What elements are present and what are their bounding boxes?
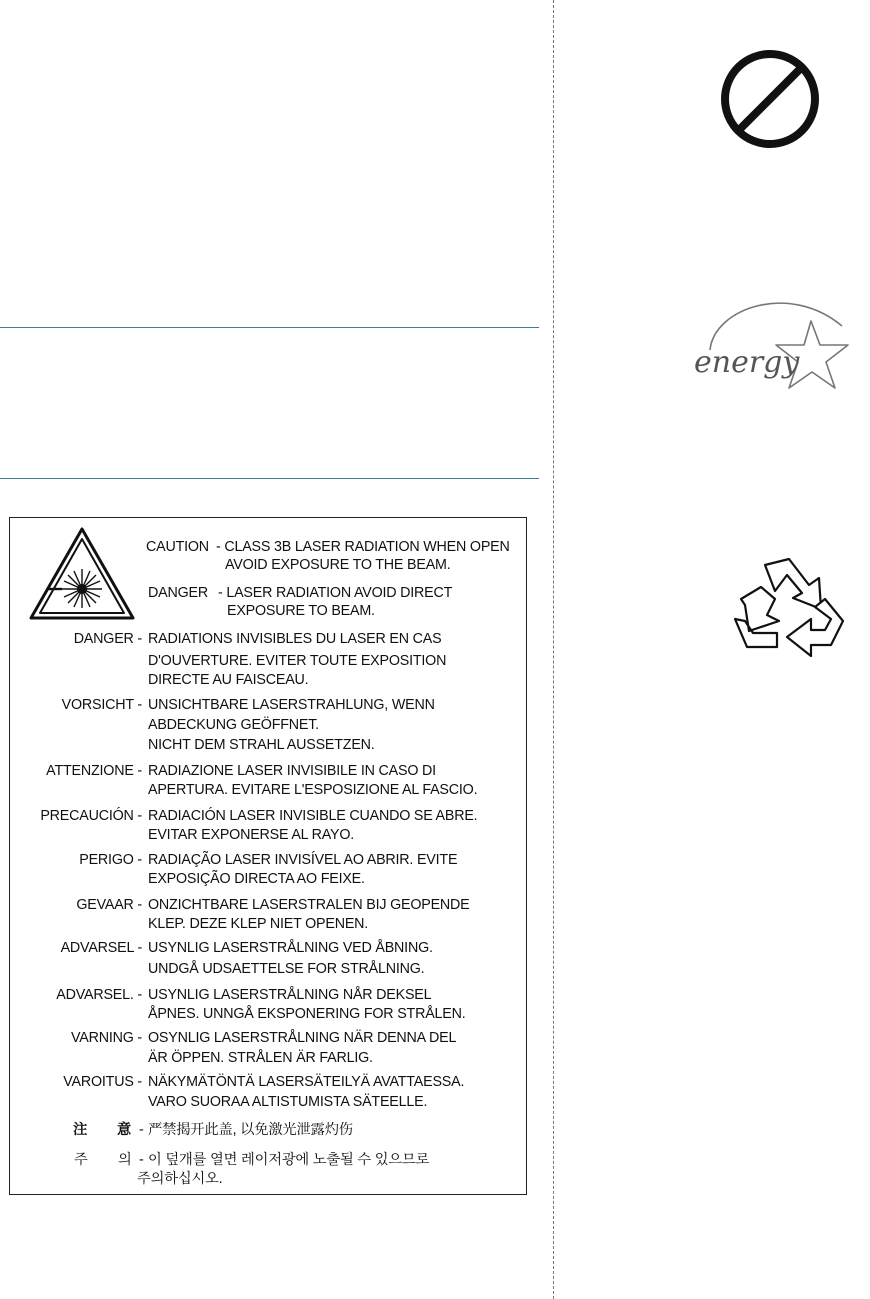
entry-line: APERTURA. EVITARE L'ESPOSIZIONE AL FASCIO. <box>148 782 478 798</box>
entry-heading: VORSICHT - <box>61 697 142 713</box>
chinese-heading-b: 意 <box>117 1122 132 1138</box>
entry-line: EVITAR EXPONERSE AL RAYO. <box>148 827 355 843</box>
entry-line: ÅPNES. UNNGÅ EKSPONERING FOR STRÅLEN. <box>148 1006 466 1022</box>
section-divider-bottom <box>0 478 539 479</box>
margin-dashed-line <box>553 0 554 1299</box>
entry-line: ABDECKUNG GEÖFFNET. <box>148 717 319 733</box>
entry-line: VARO SUORAA ALTISTUMISTA SÄTEELLE. <box>148 1094 428 1110</box>
entry-line: UNDGÅ UDSAETTELSE FOR STRÅLNING. <box>148 961 425 977</box>
chinese-heading-a: 注 <box>73 1122 88 1138</box>
entry-line: KLEP. DEZE KLEP NIET OPENEN. <box>148 916 369 932</box>
entry-heading: PRECAUCIÓN - <box>40 808 142 824</box>
korean-dash: - <box>139 1152 144 1168</box>
caution-line-1: - CLASS 3B LASER RADIATION WHEN OPEN <box>216 539 510 555</box>
prohibition-icon <box>718 47 822 151</box>
entry-line: RADIAÇÃO LASER INVISÍVEL AO ABRIR. EVITE <box>148 852 458 868</box>
entry-heading: ADVARSEL - <box>60 940 142 956</box>
entry-heading: ATTENZIONE - <box>46 763 142 779</box>
entry-line: D'OUVERTURE. EVITER TOUTE EXPOSITION <box>148 653 447 669</box>
chinese-dash: - <box>139 1122 144 1138</box>
entry-heading: VAROITUS - <box>63 1074 142 1090</box>
korean-heading-a: 주 <box>74 1152 88 1168</box>
entry-heading: PERIGO - <box>79 852 142 868</box>
section-divider-top <box>0 327 539 328</box>
entry-line: NÄKYMÄTÖNTÄ LASERSÄTEILYÄ AVATTAESSA. <box>148 1074 465 1090</box>
energy-star-logo-icon <box>690 290 868 390</box>
entry-line: ÄR ÖPPEN. STRÅLEN ÄR FARLIG. <box>148 1050 373 1066</box>
entry-line: UNSICHTBARE LASERSTRAHLUNG, WENN <box>148 697 435 713</box>
danger-en-line-1: - LASER RADIATION AVOID DIRECT <box>218 585 453 601</box>
laser-warning-triangle-icon <box>28 526 136 622</box>
entry-line: USYNLIG LASERSTRÅLNING NÅR DEKSEL <box>148 987 432 1003</box>
korean-heading-b: 의 <box>118 1152 132 1168</box>
energy-logo-text: energy <box>694 345 800 380</box>
entry-line: EXPOSIÇÃO DIRECTA AO FEIXE. <box>148 871 365 887</box>
entry-line: OSYNLIG LASERSTRÅLNING NÄR DENNA DEL <box>148 1030 457 1046</box>
entry-heading: VARNING - <box>70 1030 142 1046</box>
entry-heading: GEVAAR - <box>76 897 142 913</box>
danger-en-heading: DANGER <box>148 585 208 601</box>
entry-heading: DANGER - <box>73 631 142 647</box>
entry-line: DIRECTE AU FAISCEAU. <box>148 672 309 688</box>
entry-line: USYNLIG LASERSTRÅLNING VED ÅBNING. <box>148 940 433 956</box>
chinese-line-1: 严禁揭开此盖, 以免激光泄露灼伤 <box>148 1122 353 1138</box>
caution-heading: CAUTION <box>146 539 209 555</box>
entry-line: ONZICHTBARE LASERSTRALEN BIJ GEOPENDE <box>148 897 470 913</box>
entry-line: NICHT DEM STRAHL AUSSETZEN. <box>148 737 375 753</box>
danger-en-line-2: EXPOSURE TO BEAM. <box>227 603 375 619</box>
entry-heading: ADVARSEL. - <box>56 987 142 1003</box>
entry-line: RADIACIÓN LASER INVISIBLE CUANDO SE ABRE. <box>148 808 478 824</box>
recycle-icon <box>727 555 847 673</box>
entry-line: RADIAZIONE LASER INVISIBILE IN CASO DI <box>148 763 436 779</box>
caution-line-2: AVOID EXPOSURE TO THE BEAM. <box>225 557 451 573</box>
korean-line-1: 이 덮개를 열면 레이저광에 노출될 수 있으므로 <box>148 1152 430 1168</box>
korean-line-2: 주의하십시오. <box>137 1171 223 1187</box>
entry-line: RADIATIONS INVISIBLES DU LASER EN CAS <box>148 631 442 647</box>
